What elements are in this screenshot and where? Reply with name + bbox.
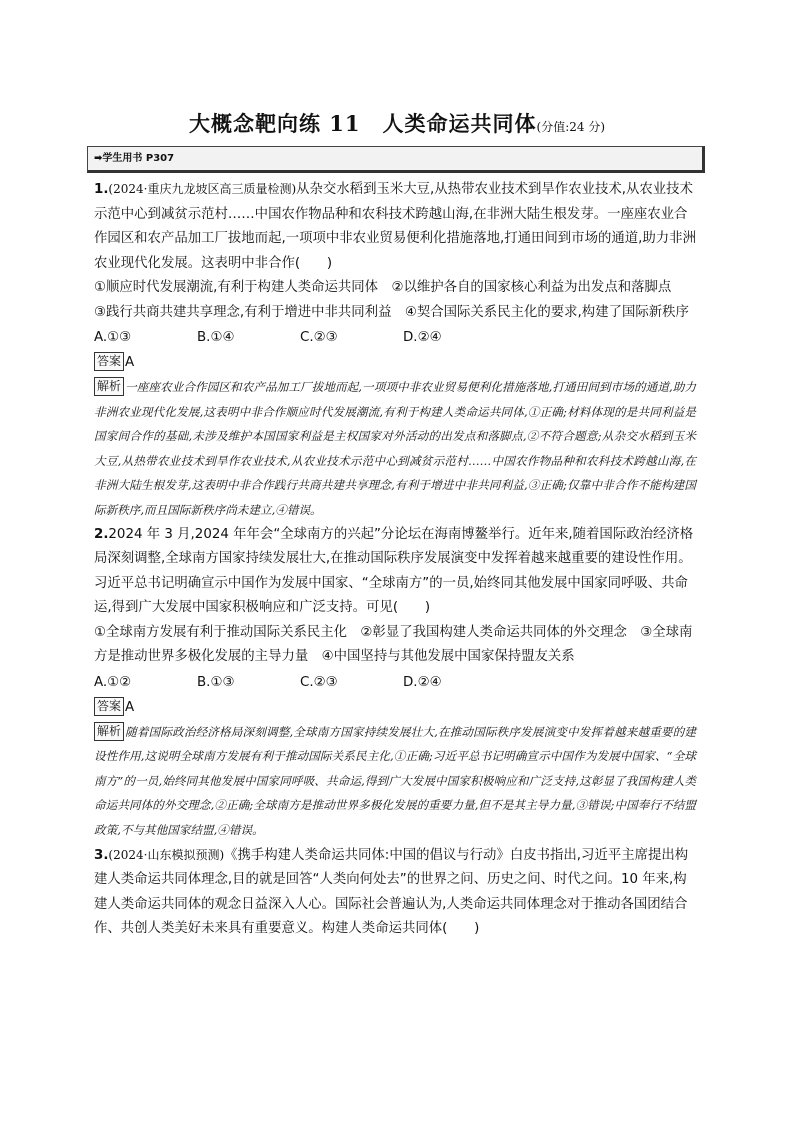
question-text: 2024 年 3 月,2024 年年会“全球南方的兴起”分论坛在海南博鳌举行。近年来,随着国际政治经济格局深刻调整,全球南方国家持续发展壮大,在推动国际秩序发展演变中发挥着越来越重要的建设性作用。习近平总书记明确宣示中国作为发展中国家、“全球南方”的一员,始终同其他发展中国家同呼吸、共命运,得到广大发展中国家积极响应和广泛支持。可见( ) bbox=[94, 526, 694, 616]
question-2-analysis bbox=[94, 720, 696, 843]
question-1 bbox=[94, 177, 696, 523]
answer-value: A bbox=[125, 699, 135, 715]
choice-d: D.②④ bbox=[403, 674, 442, 690]
question-1-choices bbox=[94, 325, 696, 350]
question-2-answer bbox=[94, 696, 696, 720]
title-text: 大概念靶向练 11 人类命运共同体 bbox=[188, 111, 537, 136]
question-2-options: ①全球南方发展有利于推动国际关系民主化 ②彰显了我国构建人类命运共同体的外交理念 ③全球南方是推动世界多极化发展的主导力量 ④中国坚持与其他发展中国家保持盟友关系 bbox=[94, 624, 693, 665]
analysis-text: 一座座农业合作园区和农产品加工厂拔地而起,一项项中非农业贸易便利化措施落地,打通田间到市场的通道,助力非洲农业现代化发展,这表明中非合作顺应时代发展潮流,有利于构建人类命运共同体,①正确;材料体现的是共同利益是国家间合作的基础,未涉及维护本国国家利益是主权国家对外活动的出发点和落脚点,②不符合题意;从杂交水稻到玉米大豆,从热带农业技术到旱作农业技术,从农业技术示范中心到减贫示范村……中国农作物品种和农科技术跨越山海,在非洲大陆生根发芽,这表明中非合作践行共商共建共享理念,有利于增进中非共同利益,③正确;仅靠中非合作不能构建国际新秩序,而且国际新秩序尚未建立,④错误。 bbox=[94, 380, 696, 517]
choice-a: A.①③ bbox=[94, 330, 132, 345]
question-number: 2. bbox=[94, 526, 109, 542]
answer-tag: 答案 bbox=[94, 352, 124, 371]
questions-container bbox=[94, 177, 696, 942]
question-2-choices bbox=[94, 670, 696, 695]
answer-value: A bbox=[125, 355, 135, 370]
page-title bbox=[0, 108, 794, 138]
question-source: (2024·重庆九龙坡区高三质量检测) bbox=[108, 182, 297, 196]
choice-d: D.②④ bbox=[403, 330, 442, 345]
choice-b: B.①③ bbox=[197, 674, 235, 690]
answer-tag: 答案 bbox=[94, 697, 124, 716]
analysis-tag: 解析 bbox=[94, 377, 124, 396]
book-reference: ➡学生用书 P307 bbox=[94, 153, 175, 164]
analysis-tag: 解析 bbox=[94, 722, 124, 741]
choice-b: B.①④ bbox=[197, 330, 235, 345]
question-number: 1. bbox=[94, 182, 109, 197]
question-source: (2024·山东模拟预测) bbox=[108, 847, 225, 862]
choice-c: C.②③ bbox=[300, 674, 338, 690]
analysis-text: 随着国际政治经济格局深刻调整,全球南方国家持续发展壮大,在推动国际秩序发展演变中发挥着越来越重要的建设性作用,这说明全球南方发展有利于推动国际关系民主化,①正确;习近平总书记明确宣示中国作为发展中国家、“全球南方”的一员,始终同其他发展中国家同呼吸、共命运,得到广大发展中国家积极响应和广泛支持,这彰显了我国构建人类命运共同体的外交理念,②正确;全球南方是推动世界多极化发展的重要力量,但不是其主导力量,③错误;中国奉行不结盟政策,不与其他国家结盟,④错误。 bbox=[94, 724, 696, 837]
question-number: 3. bbox=[94, 847, 109, 863]
question-1-options: ①顺应时代发展潮流,有利于构建人类命运共同体 ②以维护各自的国家核心利益为出发点和落脚点 ③践行共商共建共享理念,有利于增进中非共同利益 ④契合国际关系民主化的要求,构建了国际新秩序 bbox=[94, 280, 689, 320]
question-3-stem bbox=[94, 843, 696, 942]
student-book-reference-bar bbox=[87, 146, 705, 173]
question-text: 从杂交水稻到玉米大豆,从热带农业技术到旱作农业技术,从农业技术示范中心到减贫示范村……中国农作物品种和农科技术跨越山海,在非洲大陆生根发芽。一座座农业合作园区和农产品加工厂拔地而起,一项项中非农业贸易便利化措施落地,打通田间到市场的通道,助力非洲农业现代化发展。这表明中非合作( ) bbox=[94, 182, 696, 271]
question-1-stem bbox=[94, 177, 696, 276]
question-3 bbox=[94, 843, 696, 942]
question-text: 《携手构建人类命运共同体:中国的倡议与行动》白皮书指出,习近平主席提出构建人类命运共同体理念,目的就是回答“人类向何处去”的世界之问、历史之问、时代之问。10 年来,构建人类命运共同体的观念日益深入人心。国际社会普遍认为,人类命运共同体理念对于推动各国团结合作、共创人类美好未来具有重要意义。构建人类命运共同体( ) bbox=[94, 847, 689, 937]
question-1-answer bbox=[94, 351, 696, 375]
choice-c: C.②③ bbox=[300, 330, 338, 345]
choice-a: A.①② bbox=[94, 674, 132, 690]
question-2 bbox=[94, 523, 696, 843]
question-2-stem bbox=[94, 523, 696, 621]
question-1-analysis bbox=[94, 375, 696, 523]
score-note: (分值:24 分) bbox=[536, 120, 606, 134]
